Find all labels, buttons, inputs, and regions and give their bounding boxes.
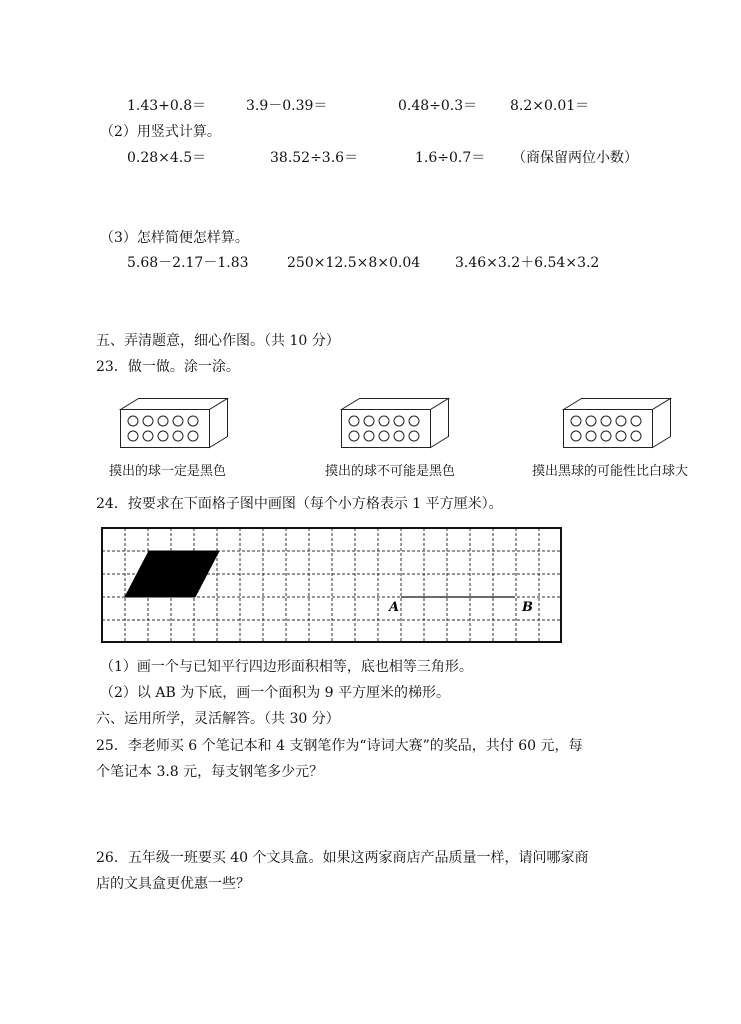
section5-heading: 五、弄清题意，细心作图。（共 10 分）	[96, 333, 340, 349]
question-26-line-2: 店的文具盒更优惠一些？	[96, 876, 250, 892]
ball-box-1	[119, 397, 229, 449]
ball-box-3	[562, 397, 672, 449]
expr-3-3: 3.46×3.2＋6.54×3.2	[455, 255, 600, 271]
ball-box-2	[340, 397, 450, 449]
square-grid	[101, 527, 563, 645]
expr-1-4: 8.2×0.01＝	[510, 98, 590, 114]
expr-2-note: （商保留两位小数）	[512, 150, 638, 166]
question-24-part-2: （2）以 AB 为下底，画一个面积为 9 平方厘米的梯形。	[100, 685, 451, 701]
question-25-line-2: 个笔记本 3.8 元，每支钢笔多少元？	[96, 764, 324, 780]
question-24: 24．按要求在下面格子图中画图（每个小方格表示 1 平方厘米）。	[96, 496, 503, 512]
question-25-line-1: 25．李老师买 6 个笔记本和 4 支钢笔作为“诗词大赛”的奖品，共付 60 元，每	[96, 738, 583, 754]
expr-2-3: 1.6÷0.7＝	[415, 150, 486, 166]
ball-box-2-caption: 摸出的球不可能是黑色	[325, 464, 456, 479]
calc3-heading: （3）怎样简便怎样算。	[100, 230, 249, 246]
expr-2-2: 38.52÷3.6＝	[270, 150, 359, 166]
point-a-label: A	[389, 600, 400, 615]
expr-1-1: 1.43+0.8＝	[127, 98, 207, 114]
ball-box-1-caption: 摸出的球一定是黑色	[109, 464, 227, 479]
section6-heading: 六、运用所学，灵活解答。（共 30 分）	[96, 711, 340, 727]
expr-3-2: 250×12.5×8×0.04	[287, 255, 421, 271]
question-26-line-1: 26．五年级一班要买 40 个文具盒。如果这两家商店产品质量一样，请问哪家商	[96, 850, 589, 866]
point-b-label: B	[522, 600, 533, 615]
question-24-part-1: （1）画一个与已知平行四边形面积相等，底也相等三角形。	[100, 659, 473, 675]
expr-2-1: 0.28×4.5＝	[127, 150, 207, 166]
given-parallelogram	[125, 551, 219, 597]
calc2-heading: （2）用竖式计算。	[100, 124, 221, 140]
question-23: 23．做一做。涂一涂。	[96, 359, 240, 375]
expr-3-1: 5.68－2.17－1.83	[127, 255, 249, 271]
ball-box-3-caption: 摸出黑球的可能性比白球大	[532, 464, 689, 479]
expr-1-3: 0.48÷0.3＝	[398, 98, 478, 114]
expr-1-2: 3.9－0.39＝	[246, 98, 328, 114]
